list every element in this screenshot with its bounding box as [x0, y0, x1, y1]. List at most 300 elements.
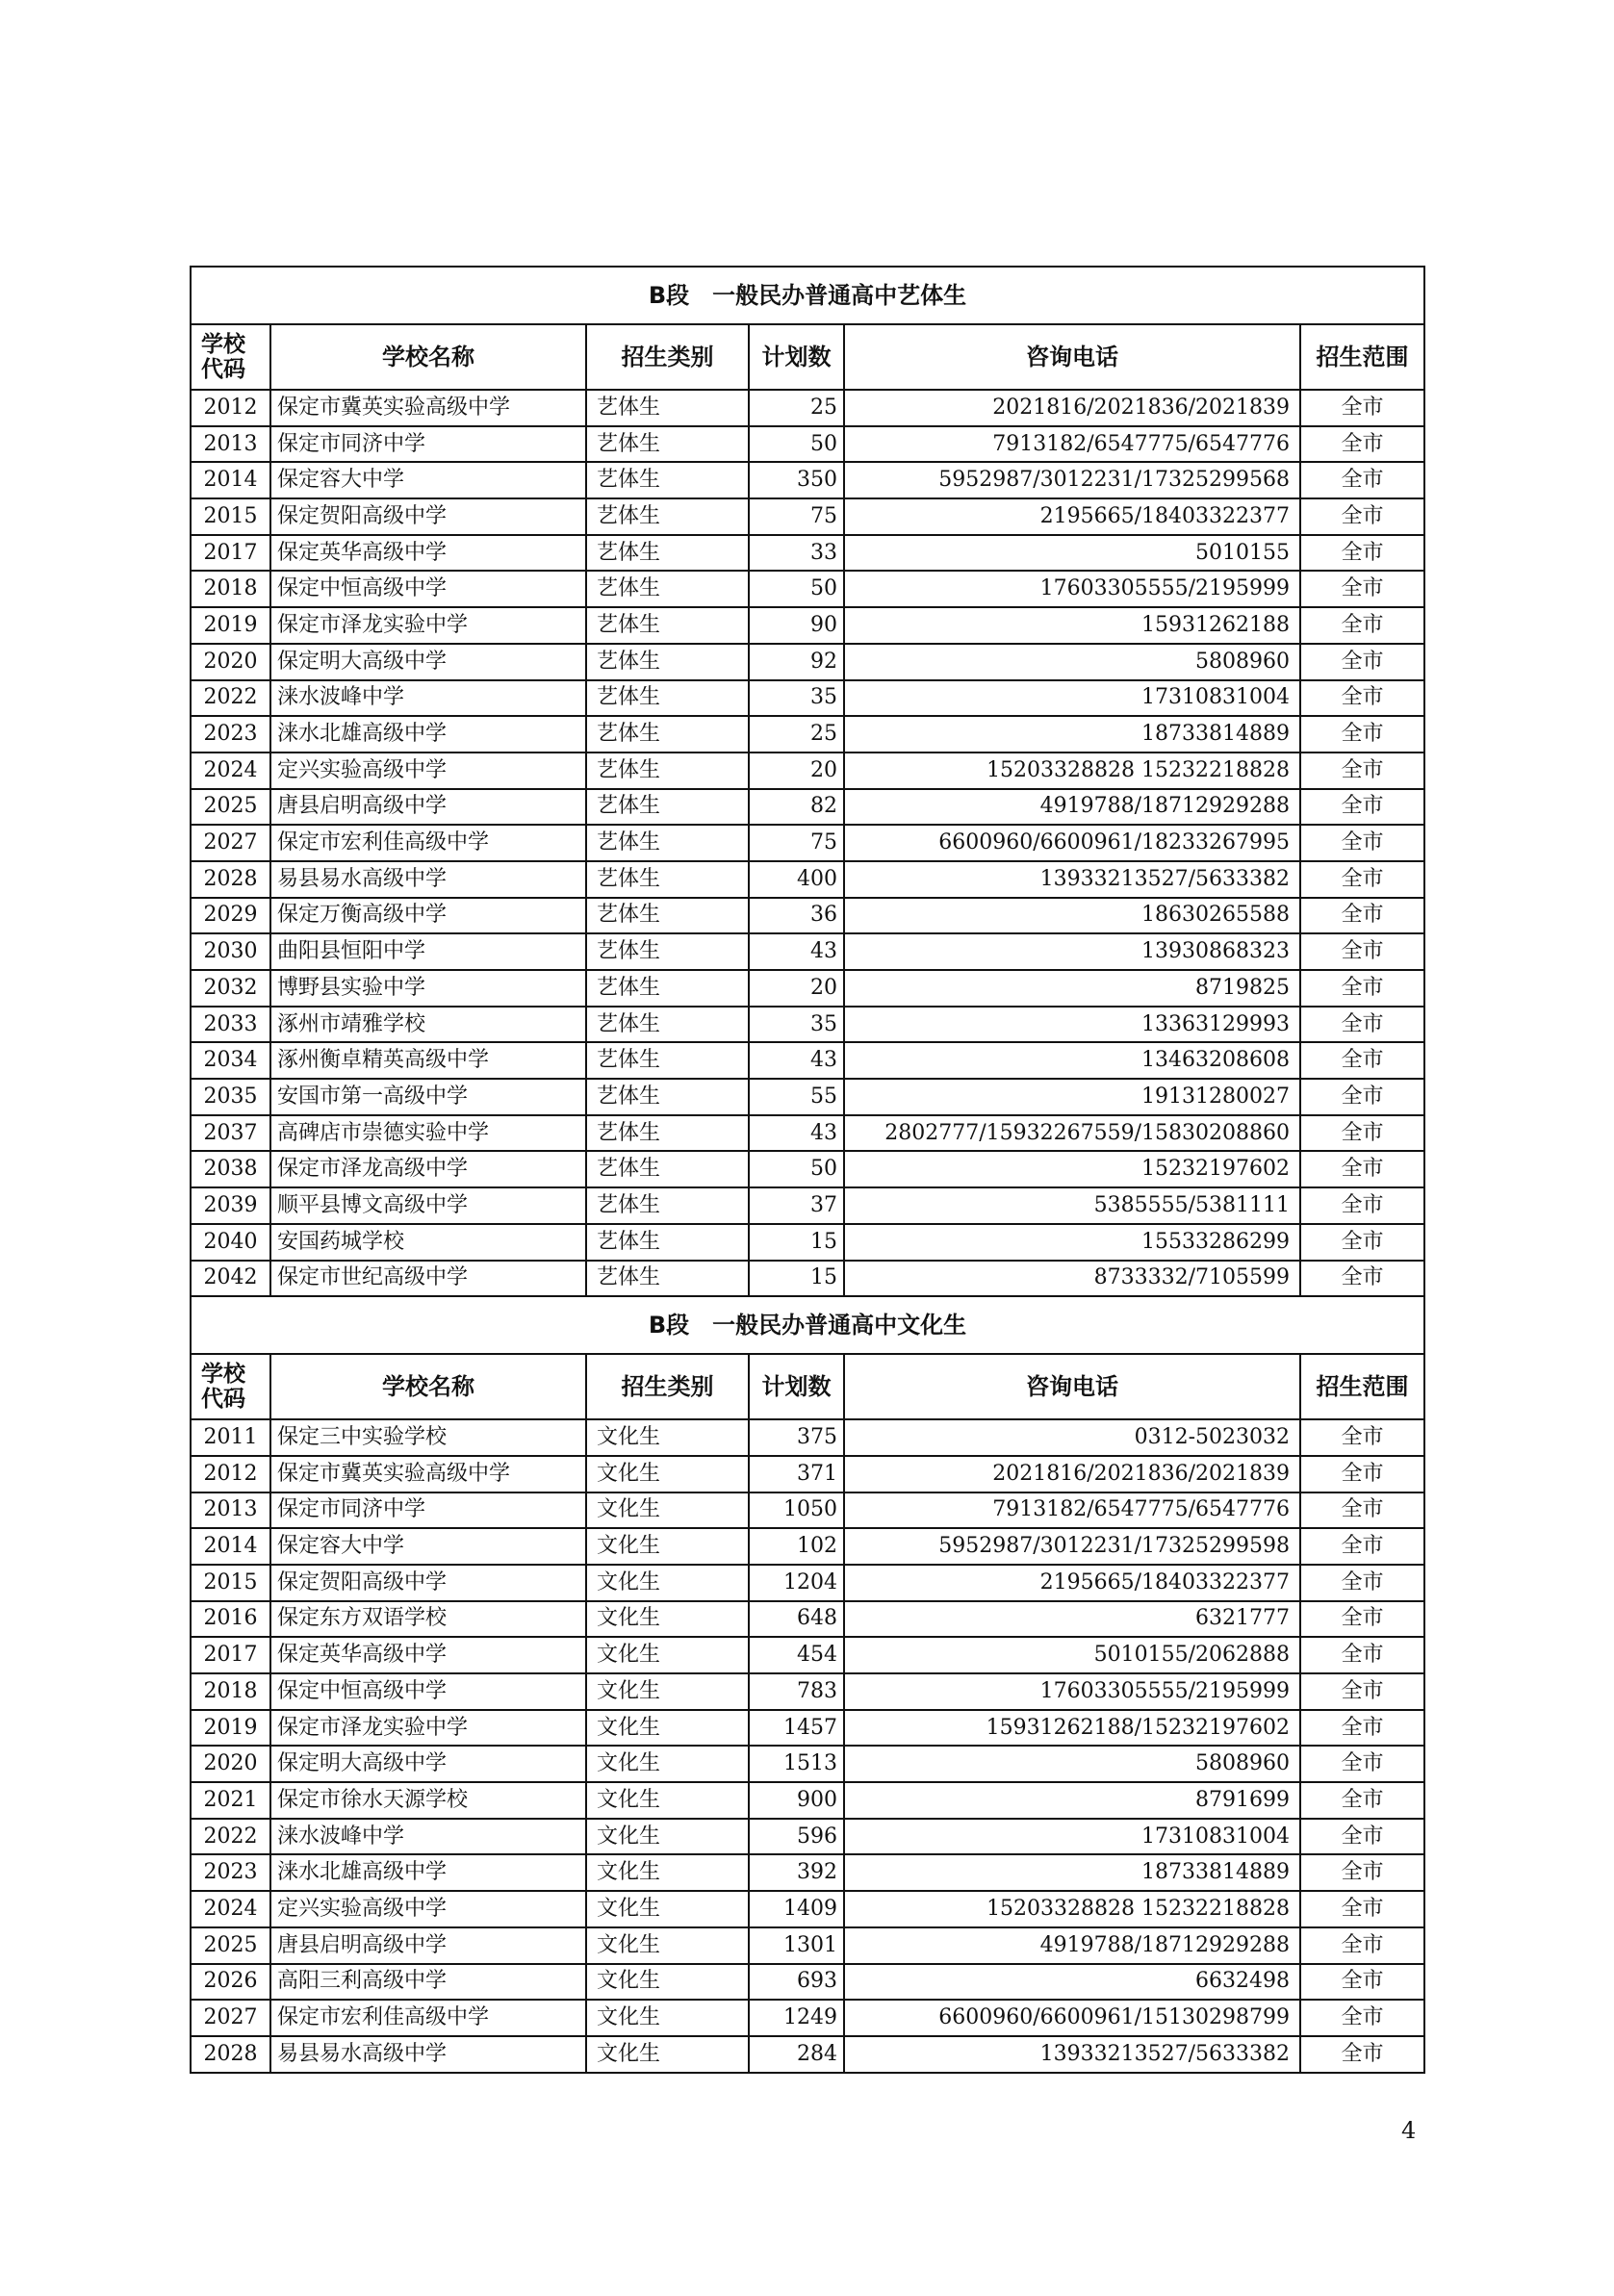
cell-category: 文化生: [586, 1637, 749, 1673]
table-body: [191, 267, 1424, 2073]
cell-category: 艺体生: [586, 498, 749, 535]
cell-scope: 全市: [1300, 1891, 1424, 1927]
table-row: [191, 1565, 1424, 1601]
column-header-code-line2: 代码: [201, 1387, 245, 1413]
cell-code: 2025: [191, 789, 270, 826]
column-header-phone: 咨询电话: [844, 324, 1300, 390]
cell-scope: 全市: [1300, 1710, 1424, 1747]
cell-phone: 5952987/3012231/17325299598: [844, 1528, 1300, 1565]
cell-phone: 18630265588: [844, 898, 1300, 934]
cell-name: 定兴实验高级中学: [270, 1891, 586, 1927]
cell-phone: 2021816/2021836/2021839: [844, 1456, 1300, 1492]
cell-scope: 全市: [1300, 1637, 1424, 1673]
cell-category: 艺体生: [586, 1115, 749, 1152]
cell-name: 保定中恒高级中学: [270, 1673, 586, 1710]
cell-name: 顺平县博文高级中学: [270, 1187, 586, 1224]
cell-scope: 全市: [1300, 789, 1424, 826]
cell-name: 保定明大高级中学: [270, 644, 586, 680]
cell-category: 艺体生: [586, 1042, 749, 1079]
enrollment-table: [190, 266, 1425, 2074]
cell-scope: 全市: [1300, 2036, 1424, 2073]
column-header-phone: 咨询电话: [844, 1354, 1300, 1419]
cell-code: 2022: [191, 1819, 270, 1855]
table-row: [191, 1927, 1424, 1964]
cell-plan: 25: [749, 716, 844, 753]
table-row: [191, 680, 1424, 717]
cell-code: 2039: [191, 1187, 270, 1224]
cell-scope: 全市: [1300, 1261, 1424, 1297]
cell-code: 2035: [191, 1079, 270, 1115]
cell-category: 文化生: [586, 1419, 749, 1456]
section-title-row: [191, 1296, 1424, 1354]
cell-category: 艺体生: [586, 789, 749, 826]
column-header-plan: 计划数: [749, 1354, 844, 1419]
cell-phone: 2195665/18403322377: [844, 1565, 1300, 1601]
cell-name: 保定贺阳高级中学: [270, 1565, 586, 1601]
table-row: [191, 644, 1424, 680]
cell-code: 2033: [191, 1007, 270, 1043]
cell-scope: 全市: [1300, 1854, 1424, 1891]
table-row: [191, 1224, 1424, 1261]
cell-plan: 1050: [749, 1492, 844, 1529]
cell-category: 文化生: [586, 1746, 749, 1782]
cell-phone: 13363129993: [844, 1007, 1300, 1043]
column-header-scope: 招生范围: [1300, 1354, 1424, 1419]
cell-plan: 75: [749, 498, 844, 535]
cell-plan: 43: [749, 1115, 844, 1152]
cell-code: 2018: [191, 1673, 270, 1710]
cell-scope: 全市: [1300, 1565, 1424, 1601]
cell-name: 保定市宏利佳高级中学: [270, 825, 586, 861]
cell-name: 保定明大高级中学: [270, 1746, 586, 1782]
cell-name: 曲阳县恒阳中学: [270, 933, 586, 970]
cell-phone: 15931262188: [844, 607, 1300, 644]
cell-name: 定兴实验高级中学: [270, 753, 586, 789]
cell-plan: 596: [749, 1819, 844, 1855]
cell-name: 安国药城学校: [270, 1224, 586, 1261]
cell-code: 2030: [191, 933, 270, 970]
cell-code: 2020: [191, 644, 270, 680]
cell-plan: 75: [749, 825, 844, 861]
cell-scope: 全市: [1300, 1115, 1424, 1152]
cell-phone: 5010155/2062888: [844, 1637, 1300, 1673]
cell-category: 文化生: [586, 1891, 749, 1927]
cell-code: 2021: [191, 1782, 270, 1819]
table-row: [191, 607, 1424, 644]
cell-code: 2020: [191, 1746, 270, 1782]
cell-plan: 1513: [749, 1746, 844, 1782]
cell-plan: 55: [749, 1079, 844, 1115]
cell-scope: 全市: [1300, 1224, 1424, 1261]
cell-scope: 全市: [1300, 1782, 1424, 1819]
table-row: [191, 789, 1424, 826]
table-row: [191, 933, 1424, 970]
table-row: [191, 1673, 1424, 1710]
cell-scope: 全市: [1300, 1746, 1424, 1782]
cell-name: 保定市冀英实验高级中学: [270, 390, 586, 426]
cell-code: 2013: [191, 1492, 270, 1529]
cell-category: 文化生: [586, 2036, 749, 2073]
cell-scope: 全市: [1300, 1151, 1424, 1187]
cell-plan: 20: [749, 970, 844, 1007]
cell-name: 高碑店市崇德实验中学: [270, 1115, 586, 1152]
cell-phone: 18733814889: [844, 716, 1300, 753]
cell-name: 保定市徐水天源学校: [270, 1782, 586, 1819]
cell-name: 保定东方双语学校: [270, 1601, 586, 1638]
cell-plan: 50: [749, 426, 844, 463]
column-header-code: [191, 324, 270, 390]
cell-name: 涞水波峰中学: [270, 1819, 586, 1855]
cell-scope: 全市: [1300, 1927, 1424, 1964]
cell-code: 2024: [191, 1891, 270, 1927]
cell-category: 文化生: [586, 1710, 749, 1747]
cell-scope: 全市: [1300, 1492, 1424, 1529]
cell-category: 文化生: [586, 1456, 749, 1492]
cell-plan: 43: [749, 1042, 844, 1079]
cell-plan: 33: [749, 535, 844, 572]
cell-phone: 5808960: [844, 644, 1300, 680]
cell-plan: 102: [749, 1528, 844, 1565]
cell-code: 2012: [191, 1456, 270, 1492]
cell-code: 2019: [191, 607, 270, 644]
table-row: [191, 498, 1424, 535]
cell-scope: 全市: [1300, 607, 1424, 644]
cell-scope: 全市: [1300, 1007, 1424, 1043]
cell-scope: 全市: [1300, 426, 1424, 463]
cell-phone: 5385555/5381111: [844, 1187, 1300, 1224]
cell-scope: 全市: [1300, 462, 1424, 498]
table-row: [191, 535, 1424, 572]
column-header-row: [191, 324, 1424, 390]
table-row: [191, 1782, 1424, 1819]
table-row: [191, 825, 1424, 861]
cell-name: 保定市泽龙实验中学: [270, 1710, 586, 1747]
cell-code: 2017: [191, 535, 270, 572]
cell-plan: 1409: [749, 1891, 844, 1927]
cell-phone: 5010155: [844, 535, 1300, 572]
cell-category: 文化生: [586, 1601, 749, 1638]
cell-scope: 全市: [1300, 1042, 1424, 1079]
cell-phone: 2802777/15932267559/15830208860: [844, 1115, 1300, 1152]
column-header-category: 招生类别: [586, 1354, 749, 1419]
cell-code: 2034: [191, 1042, 270, 1079]
cell-scope: 全市: [1300, 2000, 1424, 2036]
cell-code: 2016: [191, 1601, 270, 1638]
cell-plan: 50: [749, 1151, 844, 1187]
cell-code: 2038: [191, 1151, 270, 1187]
cell-plan: 37: [749, 1187, 844, 1224]
cell-name: 涿州市靖雅学校: [270, 1007, 586, 1043]
cell-code: 2019: [191, 1710, 270, 1747]
table-row: [191, 390, 1424, 426]
table-row: [191, 426, 1424, 463]
cell-category: 艺体生: [586, 644, 749, 680]
table-row: [191, 1964, 1424, 2001]
column-header-name: 学校名称: [270, 1354, 586, 1419]
cell-category: 艺体生: [586, 970, 749, 1007]
table-row: [191, 2000, 1424, 2036]
cell-category: 文化生: [586, 2000, 749, 2036]
cell-phone: 8733332/7105599: [844, 1261, 1300, 1297]
cell-name: 保定市冀英实验高级中学: [270, 1456, 586, 1492]
table-row: [191, 1854, 1424, 1891]
cell-scope: 全市: [1300, 898, 1424, 934]
table-row: [191, 1528, 1424, 1565]
cell-plan: 92: [749, 644, 844, 680]
cell-phone: 15232197602: [844, 1151, 1300, 1187]
cell-code: 2027: [191, 2000, 270, 2036]
cell-name: 高阳三利高级中学: [270, 1964, 586, 2001]
cell-phone: 13463208608: [844, 1042, 1300, 1079]
cell-category: 艺体生: [586, 571, 749, 607]
cell-category: 艺体生: [586, 753, 749, 789]
cell-category: 艺体生: [586, 898, 749, 934]
cell-plan: 648: [749, 1601, 844, 1638]
cell-category: 艺体生: [586, 607, 749, 644]
table-row: [191, 462, 1424, 498]
cell-category: 文化生: [586, 1565, 749, 1601]
cell-scope: 全市: [1300, 571, 1424, 607]
cell-plan: 50: [749, 571, 844, 607]
cell-name: 保定万衡高级中学: [270, 898, 586, 934]
table-row: [191, 1151, 1424, 1187]
cell-scope: 全市: [1300, 1456, 1424, 1492]
table-row: [191, 898, 1424, 934]
table-row: [191, 1891, 1424, 1927]
cell-code: 2027: [191, 825, 270, 861]
cell-phone: 18733814889: [844, 1854, 1300, 1891]
cell-plan: 400: [749, 861, 844, 898]
table-row: [191, 571, 1424, 607]
cell-phone: 2021816/2021836/2021839: [844, 390, 1300, 426]
column-header-row: [191, 1354, 1424, 1419]
cell-phone: 13933213527/5633382: [844, 861, 1300, 898]
cell-phone: 19131280027: [844, 1079, 1300, 1115]
column-header-code-line2: 代码: [201, 357, 245, 382]
cell-code: 2025: [191, 1927, 270, 1964]
table-row: [191, 1710, 1424, 1747]
cell-category: 艺体生: [586, 1224, 749, 1261]
cell-code: 2011: [191, 1419, 270, 1456]
cell-category: 艺体生: [586, 462, 749, 498]
cell-phone: 15203328828 15232218828: [844, 1891, 1300, 1927]
cell-phone: 17310831004: [844, 680, 1300, 717]
cell-phone: 8719825: [844, 970, 1300, 1007]
cell-phone: 8791699: [844, 1782, 1300, 1819]
cell-category: 文化生: [586, 1854, 749, 1891]
cell-category: 艺体生: [586, 1187, 749, 1224]
cell-phone: 13933213527/5633382: [844, 2036, 1300, 2073]
cell-plan: 36: [749, 898, 844, 934]
cell-category: 艺体生: [586, 933, 749, 970]
cell-category: 文化生: [586, 1964, 749, 2001]
cell-phone: 5808960: [844, 1746, 1300, 1782]
cell-plan: 35: [749, 680, 844, 717]
cell-scope: 全市: [1300, 970, 1424, 1007]
cell-scope: 全市: [1300, 1079, 1424, 1115]
cell-phone: 7913182/6547775/6547776: [844, 426, 1300, 463]
table-row: [191, 1042, 1424, 1079]
cell-code: 2018: [191, 571, 270, 607]
table-row: [191, 1637, 1424, 1673]
cell-category: 艺体生: [586, 1079, 749, 1115]
cell-name: 易县易水高级中学: [270, 861, 586, 898]
cell-scope: 全市: [1300, 1601, 1424, 1638]
cell-code: 2012: [191, 390, 270, 426]
cell-category: 艺体生: [586, 1261, 749, 1297]
cell-plan: 375: [749, 1419, 844, 1456]
cell-plan: 25: [749, 390, 844, 426]
table-row: [191, 1746, 1424, 1782]
cell-name: 涞水北雄高级中学: [270, 716, 586, 753]
cell-category: 艺体生: [586, 426, 749, 463]
column-header-plan: 计划数: [749, 324, 844, 390]
column-header-category: 招生类别: [586, 324, 749, 390]
table-row: [191, 753, 1424, 789]
cell-plan: 15: [749, 1261, 844, 1297]
cell-code: 2023: [191, 716, 270, 753]
cell-name: 保定英华高级中学: [270, 535, 586, 572]
cell-code: 2014: [191, 462, 270, 498]
cell-phone: 15931262188/15232197602: [844, 1710, 1300, 1747]
cell-category: 文化生: [586, 1782, 749, 1819]
column-header-code-line1: 学校: [201, 331, 245, 357]
cell-scope: 全市: [1300, 1419, 1424, 1456]
cell-scope: 全市: [1300, 390, 1424, 426]
cell-code: 2028: [191, 2036, 270, 2073]
cell-scope: 全市: [1300, 1819, 1424, 1855]
cell-phone: 15533286299: [844, 1224, 1300, 1261]
cell-plan: 454: [749, 1637, 844, 1673]
cell-code: 2037: [191, 1115, 270, 1152]
cell-plan: 900: [749, 1782, 844, 1819]
table-row: [191, 1601, 1424, 1638]
column-header-scope: 招生范围: [1300, 324, 1424, 390]
table-row: [191, 970, 1424, 1007]
cell-code: 2017: [191, 1637, 270, 1673]
cell-plan: 350: [749, 462, 844, 498]
cell-code: 2014: [191, 1528, 270, 1565]
cell-plan: 15: [749, 1224, 844, 1261]
cell-name: 保定市泽龙实验中学: [270, 607, 586, 644]
cell-scope: 全市: [1300, 861, 1424, 898]
cell-category: 文化生: [586, 1492, 749, 1529]
cell-phone: 2195665/18403322377: [844, 498, 1300, 535]
cell-code: 2015: [191, 498, 270, 535]
table-row: [191, 1261, 1424, 1297]
cell-code: 2040: [191, 1224, 270, 1261]
cell-name: 保定容大中学: [270, 462, 586, 498]
page-number: 4: [1401, 2117, 1417, 2144]
cell-phone: 17603305555/2195999: [844, 571, 1300, 607]
cell-name: 易县易水高级中学: [270, 2036, 586, 2073]
cell-plan: 284: [749, 2036, 844, 2073]
cell-plan: 1204: [749, 1565, 844, 1601]
cell-name: 保定贺阳高级中学: [270, 498, 586, 535]
table-row: [191, 1819, 1424, 1855]
cell-category: 文化生: [586, 1927, 749, 1964]
cell-name: 保定市同济中学: [270, 1492, 586, 1529]
cell-name: 唐县启明高级中学: [270, 1927, 586, 1964]
cell-name: 涞水波峰中学: [270, 680, 586, 717]
cell-phone: 13930868323: [844, 933, 1300, 970]
cell-plan: 693: [749, 1964, 844, 2001]
cell-category: 艺体生: [586, 1151, 749, 1187]
cell-scope: 全市: [1300, 1964, 1424, 2001]
cell-plan: 35: [749, 1007, 844, 1043]
cell-scope: 全市: [1300, 498, 1424, 535]
cell-scope: 全市: [1300, 535, 1424, 572]
table-row: [191, 1492, 1424, 1529]
cell-scope: 全市: [1300, 644, 1424, 680]
cell-phone: 6600960/6600961/18233267995: [844, 825, 1300, 861]
cell-phone: 17310831004: [844, 1819, 1300, 1855]
cell-scope: 全市: [1300, 1187, 1424, 1224]
cell-phone: 5952987/3012231/17325299568: [844, 462, 1300, 498]
cell-phone: 4919788/18712929288: [844, 1927, 1300, 1964]
cell-name: 保定市世纪高级中学: [270, 1261, 586, 1297]
cell-category: 艺体生: [586, 825, 749, 861]
cell-name: 保定三中实验学校: [270, 1419, 586, 1456]
section-title-row: [191, 267, 1424, 324]
cell-category: 文化生: [586, 1528, 749, 1565]
cell-scope: 全市: [1300, 716, 1424, 753]
cell-scope: 全市: [1300, 1528, 1424, 1565]
cell-plan: 783: [749, 1673, 844, 1710]
cell-name: 保定英华高级中学: [270, 1637, 586, 1673]
table-row: [191, 2036, 1424, 2073]
cell-name: 保定市泽龙高级中学: [270, 1151, 586, 1187]
cell-phone: 0312-5023032: [844, 1419, 1300, 1456]
cell-category: 艺体生: [586, 861, 749, 898]
cell-name: 涞水北雄高级中学: [270, 1854, 586, 1891]
cell-name: 保定市宏利佳高级中学: [270, 2000, 586, 2036]
cell-code: 2028: [191, 861, 270, 898]
cell-category: 艺体生: [586, 390, 749, 426]
cell-name: 安国市第一高级中学: [270, 1079, 586, 1115]
cell-category: 艺体生: [586, 535, 749, 572]
cell-plan: 371: [749, 1456, 844, 1492]
column-header-name: 学校名称: [270, 324, 586, 390]
cell-category: 艺体生: [586, 1007, 749, 1043]
cell-phone: 7913182/6547775/6547776: [844, 1492, 1300, 1529]
cell-code: 2015: [191, 1565, 270, 1601]
cell-phone: 6600960/6600961/15130298799: [844, 2000, 1300, 2036]
cell-name: 保定中恒高级中学: [270, 571, 586, 607]
cell-plan: 90: [749, 607, 844, 644]
cell-code: 2026: [191, 1964, 270, 2001]
table-row: [191, 861, 1424, 898]
cell-phone: 6321777: [844, 1601, 1300, 1638]
cell-phone: 15203328828 15232218828: [844, 753, 1300, 789]
cell-name: 博野县实验中学: [270, 970, 586, 1007]
cell-category: 文化生: [586, 1673, 749, 1710]
cell-phone: 6632498: [844, 1964, 1300, 2001]
section-title: B段 一般民办普通高中艺体生: [191, 267, 1424, 324]
cell-scope: 全市: [1300, 1673, 1424, 1710]
table-row: [191, 1007, 1424, 1043]
cell-code: 2023: [191, 1854, 270, 1891]
cell-phone: 4919788/18712929288: [844, 789, 1300, 826]
cell-code: 2042: [191, 1261, 270, 1297]
cell-code: 2032: [191, 970, 270, 1007]
cell-code: 2024: [191, 753, 270, 789]
cell-plan: 392: [749, 1854, 844, 1891]
cell-plan: 20: [749, 753, 844, 789]
cell-name: 涿州衡卓精英高级中学: [270, 1042, 586, 1079]
cell-phone: 17603305555/2195999: [844, 1673, 1300, 1710]
cell-scope: 全市: [1300, 933, 1424, 970]
